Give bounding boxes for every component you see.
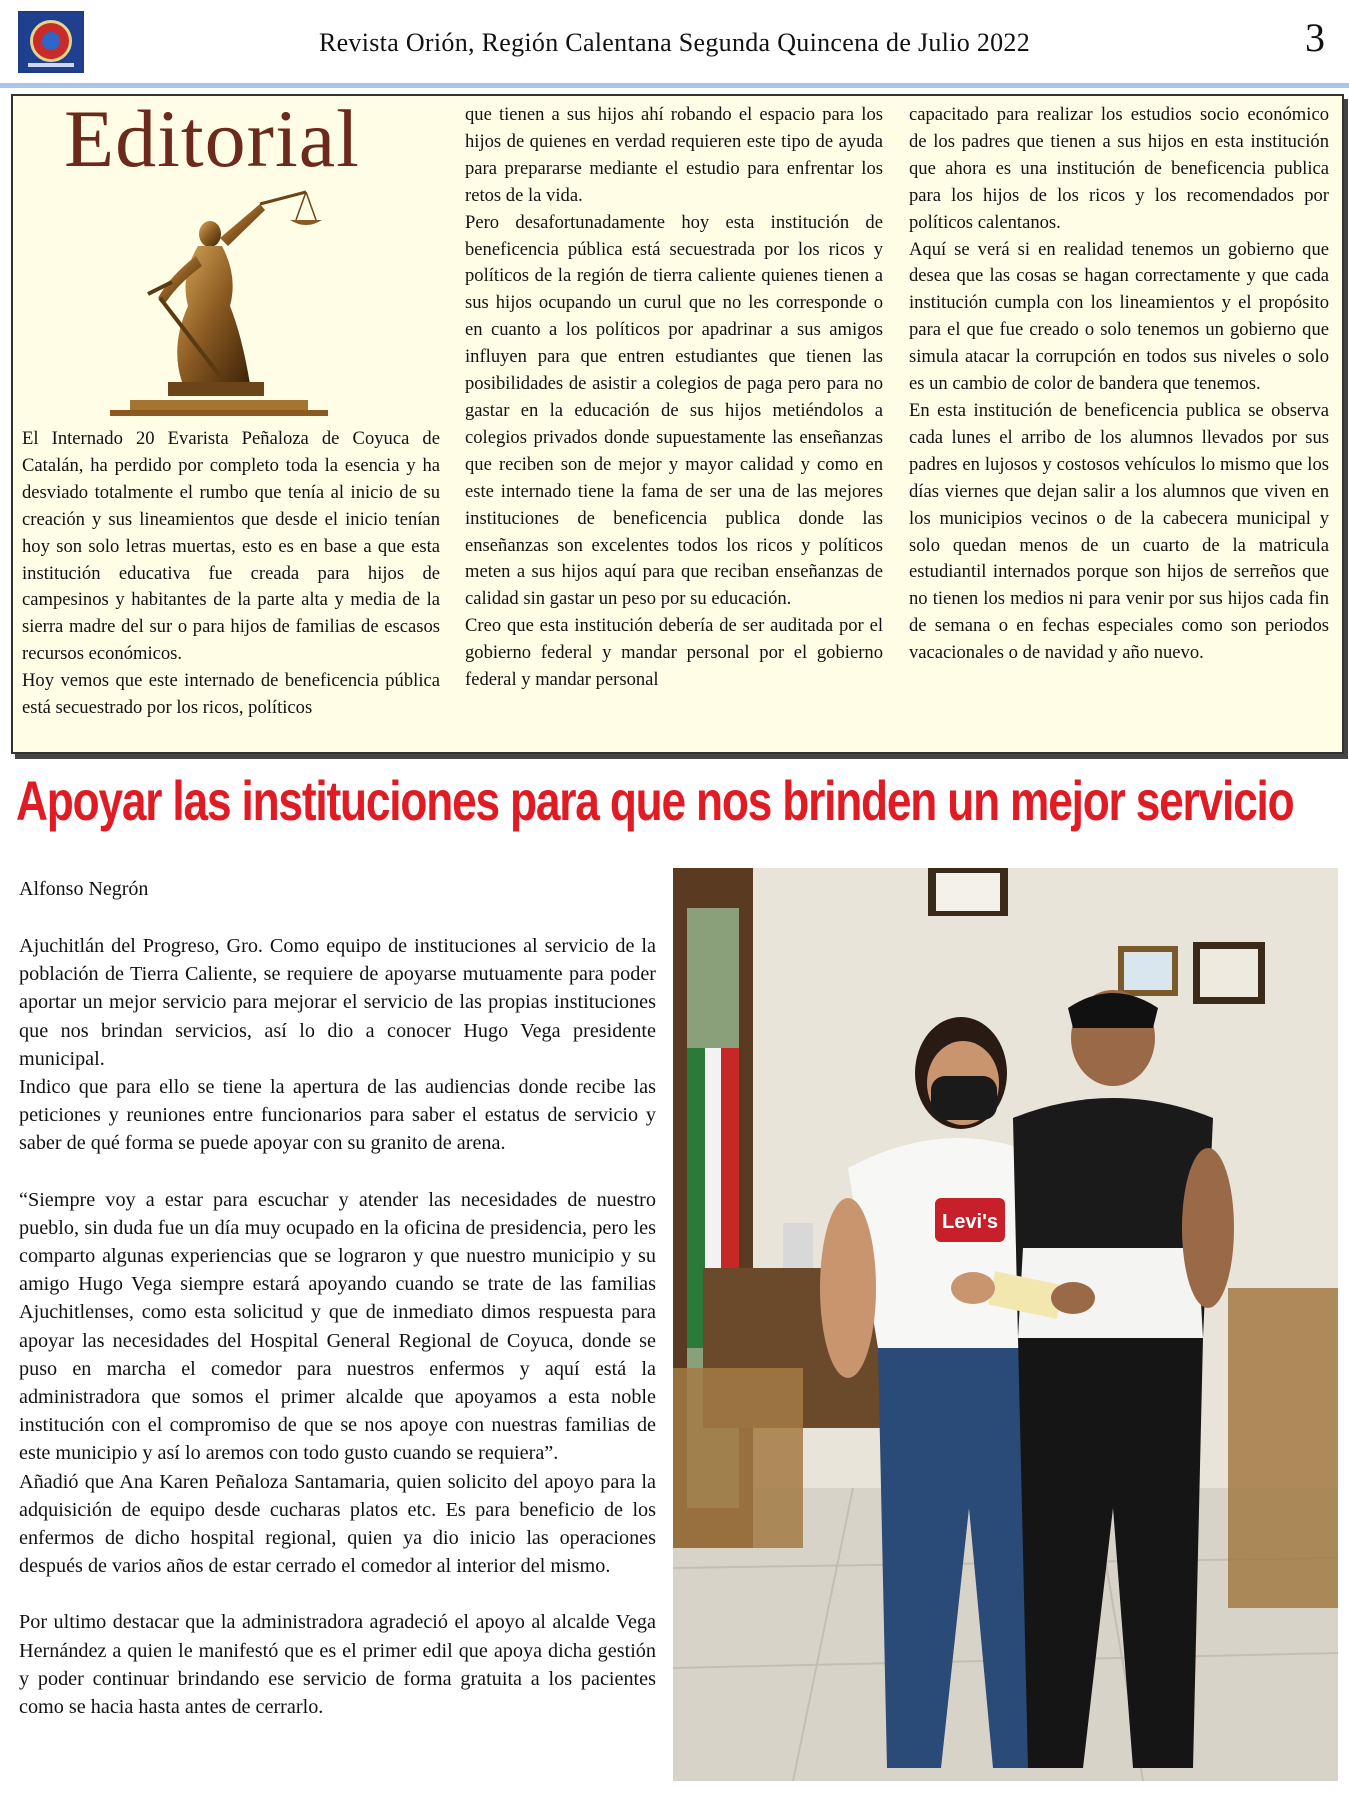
editorial-paragraph: Creo que esta institución debería de ser auditada por el gobierno federal y mandar personal por el gobierno federal y mandar personal (465, 615, 883, 691)
publication-line: Revista Orión, Región Calentana Segunda Quincena de Julio 2022 (318, 28, 1031, 57)
editorial-paragraph: Pero desafortunadamente hoy esta institución de beneficencia pública está secuestrada por los ricos y políticos de la región de tierra caliente quienes tienen a sus hijos ocupando un curul que no les corresponde o en cuanto a los políticos por apadrinar a sus amigos influyen para que entren estudiantes que tienen las posibilidades de asistir a colegios de paga pero para no gastar en la educación de sus hijos metiéndolos a colegios privados donde supuestamente las enseñanzas que reciben son de mejor y mayor calidad y como en este internado tiene la fama de ser una de las mejores instituciones de beneficencia publica donde las enseñanzas son excelentes todos los ricos y políticos meten a sus hijos aquí para que reciban enseñanzas de calidad sin gastar un peso por su educación. (465, 211, 883, 610)
article-headline: Apoyar las instituciones para que nos brinden un mejor servicio (16, 769, 1294, 832)
lady-justice-statue-icon (110, 186, 328, 418)
article-paragraph: Ajuchitlán del Progreso, Gro. Como equipo de instituciones al servicio de la población de Tierra Caliente, se requiere de apoyarse mutuamente para poder aportar un mejor servicio para mejorar el servicio de las propias instituciones que nos brindan servicios, así lo dio a conocer Hugo Vega presidente municipal. (19, 935, 656, 1070)
editorial-column-2 (465, 102, 883, 694)
editorial-heading: Editorial (64, 93, 360, 184)
article-author: Alfonso Negrón (19, 878, 149, 900)
editorial-paragraph: En esta institución de beneficencia publica se observa cada lunes el arribo de los alumnos llevados por sus padres en lujosos y costosos vehículos lo mismo que los días viernes que dejan salir a los alumnos que viven en los municipios vecinos o de la cabecera municipal y solo quedan menos de un cuarto de la matricula estudiantil internados porque son hijos de serreños que no tienen los medios ni para venir por sus hijos cada fin de semana o en fechas especiales como son periodos vacacionales o de navidad y año nuevo. (909, 399, 1329, 664)
header-divider (0, 83, 1349, 88)
editorial-paragraph: capacitado para realizar los estudios socio económico de los padres que tienen a sus hijos en esta institución que ahora es una institución de beneficencia publica para los hijos de los ricos y los recomendados por políticos calentanos. (909, 104, 1329, 233)
article-paragraph: “Siempre voy a estar para escuchar y atender las necesidades de nuestro pueblo, sin duda fue un día muy ocupado en la oficina de presidencia, pero les comparto algunas experiencias que se lograron y que nuestro municipio y su amigo Hugo Vega siempre estará apoyando cuando se trate de las familias Ajuchitlenses, como esta solicitud y que de inmediato dimos respuesta para apoyar las necesidades del Hospital General Regional de Coyuca, donde se puso en marcha el comedor para nuestros enfermos y aquí está la administradora que somos el primer alcalde que apoyamos a esta noble institución con el compromiso de que se nos apoye con nuestras familias de este municipio y así lo aremos con todo gusto cuando se requiera”. (19, 1188, 656, 1465)
page-number: 3 (1305, 15, 1325, 60)
shirt-logo-text: Levi's (942, 1211, 998, 1233)
article-paragraph: Añadió que Ana Karen Peñaloza Santamaria, quien solicito del apoyo para la adquisición de equipo desde cucharas platos etc. Es para beneficio de los enfermos de dicho hospital regional, quien ya dio inicio las operaciones después de varios años de estar cerrado el comedor al interior del mismo. (19, 1470, 656, 1578)
editorial-paragraph: Aquí se verá si en realidad tenemos un gobierno que desea que las cosas se hagan correctamente y que cada institución cumpla con los lineamientos y el propósito para el que fue creado o solo tenemos un gobierno que simula atacar la corrupción en todos sus niveles o solo es un cambio de color de bandera que tenemos. (909, 238, 1329, 395)
editorial-paragraph: El Internado 20 Evarista Peñaloza de Coyuca de Catalán, ha perdido por completo toda la esencia y ha desviado totalmente el rumbo que tenía al inicio de su creación y sus lineamientos que desde el inicio tenían hoy son solo letras muertas, esto es en base a que esta institución educativa fue creada para hijos de campesinos y habitantes de la parte alta y media de la sierra madre del sur o para hijos de familias de escasos recursos económicos. (22, 428, 440, 665)
editorial-column-3 (909, 102, 1329, 667)
photo-two-people-handing-envelope-icon (673, 868, 1338, 1781)
editorial-column-1 (22, 426, 440, 722)
article-body (19, 932, 656, 1721)
editorial-paragraph: que tienen a sus hijos ahí robando el espacio para los hijos de quienes en verdad requieren este tipo de ayuda para prepararse mediante el estudio para enfrentar los retos de la vida. (465, 104, 883, 206)
editorial-paragraph: Hoy vemos que este internado de beneficencia pública está secuestrado por los ricos, políticos (22, 670, 440, 719)
article-paragraph: Por ultimo destacar que la administradora agradeció el apoyo al alcalde Vega Hernández a quien le manifestó que es el primer edil que apoya dicha gestión y poder continuar brindando ese servicio de forma gratuita a los pacientes como se hacia hasta antes de cerrarlo. (19, 1611, 656, 1719)
article-paragraph: Indico que para ello se tiene la apertura de las audiencias donde recibe las peticiones y reuniones entre funcionarios para saber el estatus de servicio y saber de qué forma se puede apoyar con su granito de arena. (19, 1076, 656, 1155)
